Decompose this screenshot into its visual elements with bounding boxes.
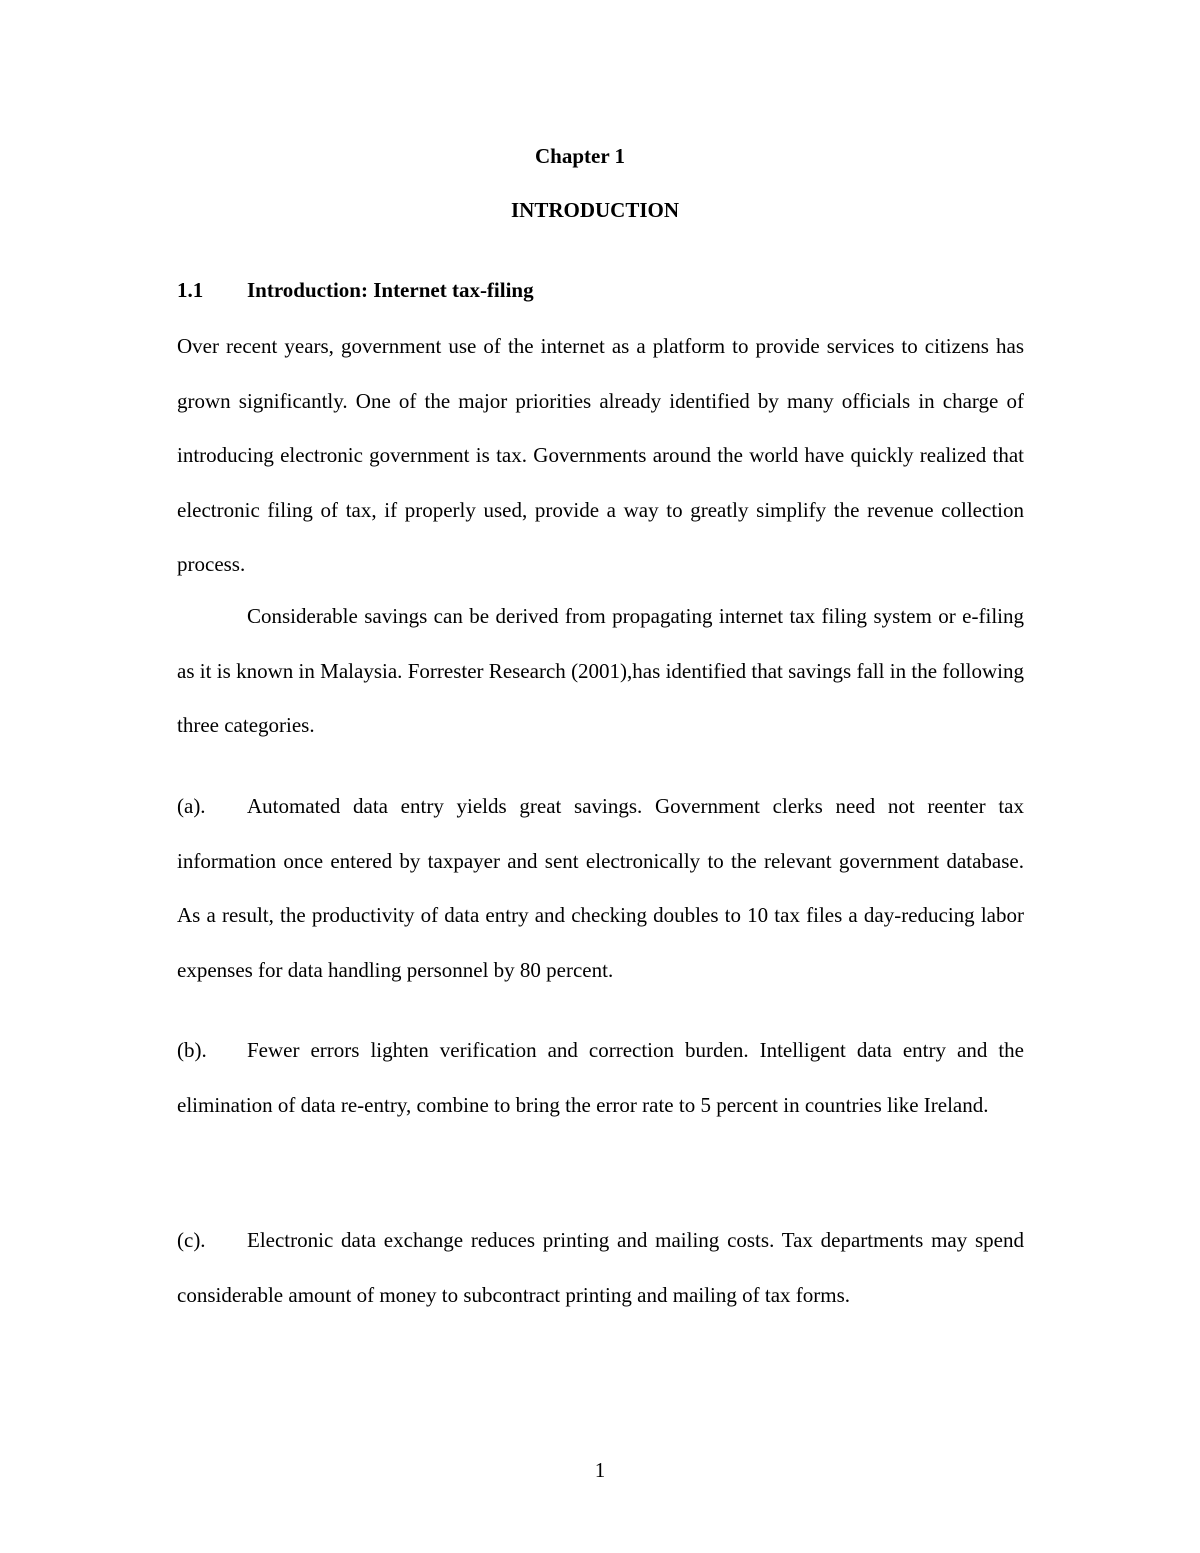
section-title: Introduction: Internet tax-filing [247,278,534,302]
section-number: 1.1 [177,278,204,302]
list-marker: (a). [177,794,206,818]
list-item-a [177,779,1024,997]
list-item-text: Automated data entry yields great savings. Government clerks need not reenter tax information once entered by taxpayer and sent electronically to the relevant government database. As a result, the productivity of data entry and checking doubles to 10 tax files a day-reducing labor expenses for data handling personnel by 80 percent. [177,794,1024,982]
chapter-label: Chapter 1 [534,144,626,168]
paragraph-savings: Considerable savings can be derived from propagating internet tax filing system or e-filing as it is known in Malaysia. Forrester Research (2001),has identified that savings fall in the following three categories. [177,604,1024,737]
page-number: 1 [594,1458,606,1482]
list-item-c [177,1213,1024,1322]
list-item-text: Fewer errors lighten verification and correction burden. Intelligent data entry and the elimination of data re-entry, combine to bring the error rate to 5 percent in countries like Ireland. [177,1038,1024,1117]
list-marker: (c). [177,1228,206,1252]
paragraph-intro: Over recent years, government use of the internet as a platform to provide services to citizens has grown significantly. One of the major priorities already identified by many officials in charge of introducing electronic government is tax. Governments around the world have quickly realized that electronic filing of tax, if properly used, provide a way to greatly simplify the revenue collection process. [177,334,1024,576]
list-item-text: Electronic data exchange reduces printing and mailing costs. Tax departments may spend considerable amount of money to subcontract printing and mailing of tax forms. [177,1228,1024,1307]
list-marker: (b). [177,1038,207,1062]
list-item-b [177,1023,1024,1132]
section-heading [177,276,1037,304]
chapter-title: INTRODUCTION [510,198,680,222]
